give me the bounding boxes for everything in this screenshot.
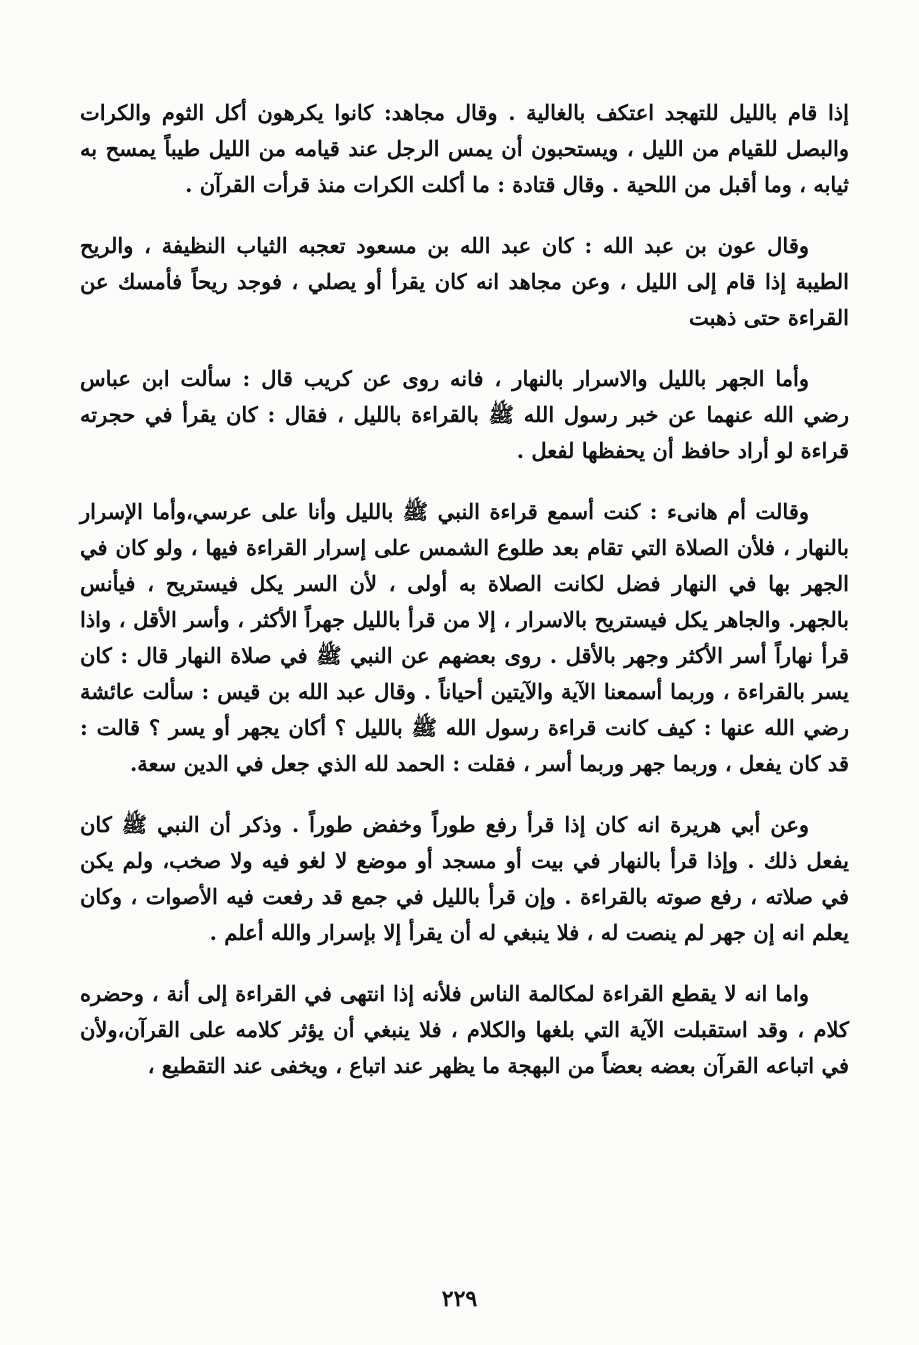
paragraph-1: إذا قام بالليل للتهجد اعتكف بالغالية . وقال مجاهد: كانوا يكرهون أكل الثوم والكرات والبصل للقيام من الليل ، ويستحبون أن يمس الرجل عند قيامه من الليل طيباً يمسح به ثيابه ، وما أقبل من اللحية . وقال قتادة : ما أكلت الكرات منذ قرأت القرآن . bbox=[80, 100, 849, 197]
paragraph-3: وأما الجهر بالليل والاسرار بالنهار ، فانه روى عن كريب قال : سألت ابن عباس رضي الله عنهما عن خبر رسول الله ﷺ بالقراءة بالليل ، فقال : كان يقرأ في حجرته قراءة لو أراد حافظ أن يحفظها لفعل . bbox=[80, 366, 849, 463]
paragraph-6: واما انه لا يقطع القراءة لمكالمة الناس فلأنه إذا انتهى في القراءة إلى أنة ، وحضره كلام ، وقد استقبلت الآية التي بلغها والكلام ، فلا ينبغي أن يؤثر كلامه على القرآن،ولأن في اتباعه القرآن بعضه بعضاً من البهجة ما يظهر عند اتباع ، ويخفى عند التقطيع ، bbox=[80, 981, 849, 1078]
body-text bbox=[80, 95, 849, 1109]
paragraph-5: وعن أبي هريرة انه كان إذا قرأ رفع طوراً وخفض طوراً . وذكر أن النبي ﷺ كان يفعل ذلك . وإذا قرأ بالنهار في بيت أو مسجد أو موضع لا لغو فيه ولا صخب، ولم يكن في صلاته ، رفع صوته بالقراءة . وإن قرأ بالليل في جمع قد رفعت فيه الأصوات ، وكان يعلم انه إن جهر لم ينصت له ، فلا ينبغي له أن يقرأ إلا بإسرار والله أعلم . bbox=[80, 812, 849, 945]
page-number: ٢٢٩ bbox=[441, 1286, 478, 1312]
paragraph-2: وقال عون بن عبد الله : كان عبد الله بن مسعود تعجبه الثياب النظيفة ، والريح الطيبة إذا قام إلى الليل ، وعن مجاهد انه كان يقرأ أو يصلي ، فوجد ريحاً فأمسك عن القراءة حتى ذهبت bbox=[80, 233, 849, 330]
paragraph-4: وقالت أم هانىء : كنت أسمع قراءة النبي ﷺ بالليل وأنا على عرسي،وأما الإسرار بالنهار ، فلأن الصلاة التي تقام بعد طلوع الشمس على إسرار القراءة فيها ، ولو كان في الجهر بها في النهار فضل لكانت الصلاة به أولى ، لأن السر يكل فيستريح ، فيأنس بالجهر. والجاهر يكل فيستريح بالاسرار ، إلا من قرأ بالليل جهراً الأكثر ، وأسر الأقل ، واذا قرأ نهاراً أسر الأكثر وجهر بالأقل . روى بعضهم عن النبي ﷺ في صلاة النهار قال : كان يسر بالقراءة ، وربما أسمعنا الآية والآيتين أحياناً . وقال عبد الله بن قيس : سألت عائشة رضي الله عنها : كيف كانت قراءة رسول الله ﷺ بالليل ؟ أكان يجهر أو يسر ؟ قالت : قد كان يفعل ، وربما جهر وربما أسر ، فقلت : الحمد لله الذي جعل في الدين سعة. bbox=[80, 499, 849, 776]
